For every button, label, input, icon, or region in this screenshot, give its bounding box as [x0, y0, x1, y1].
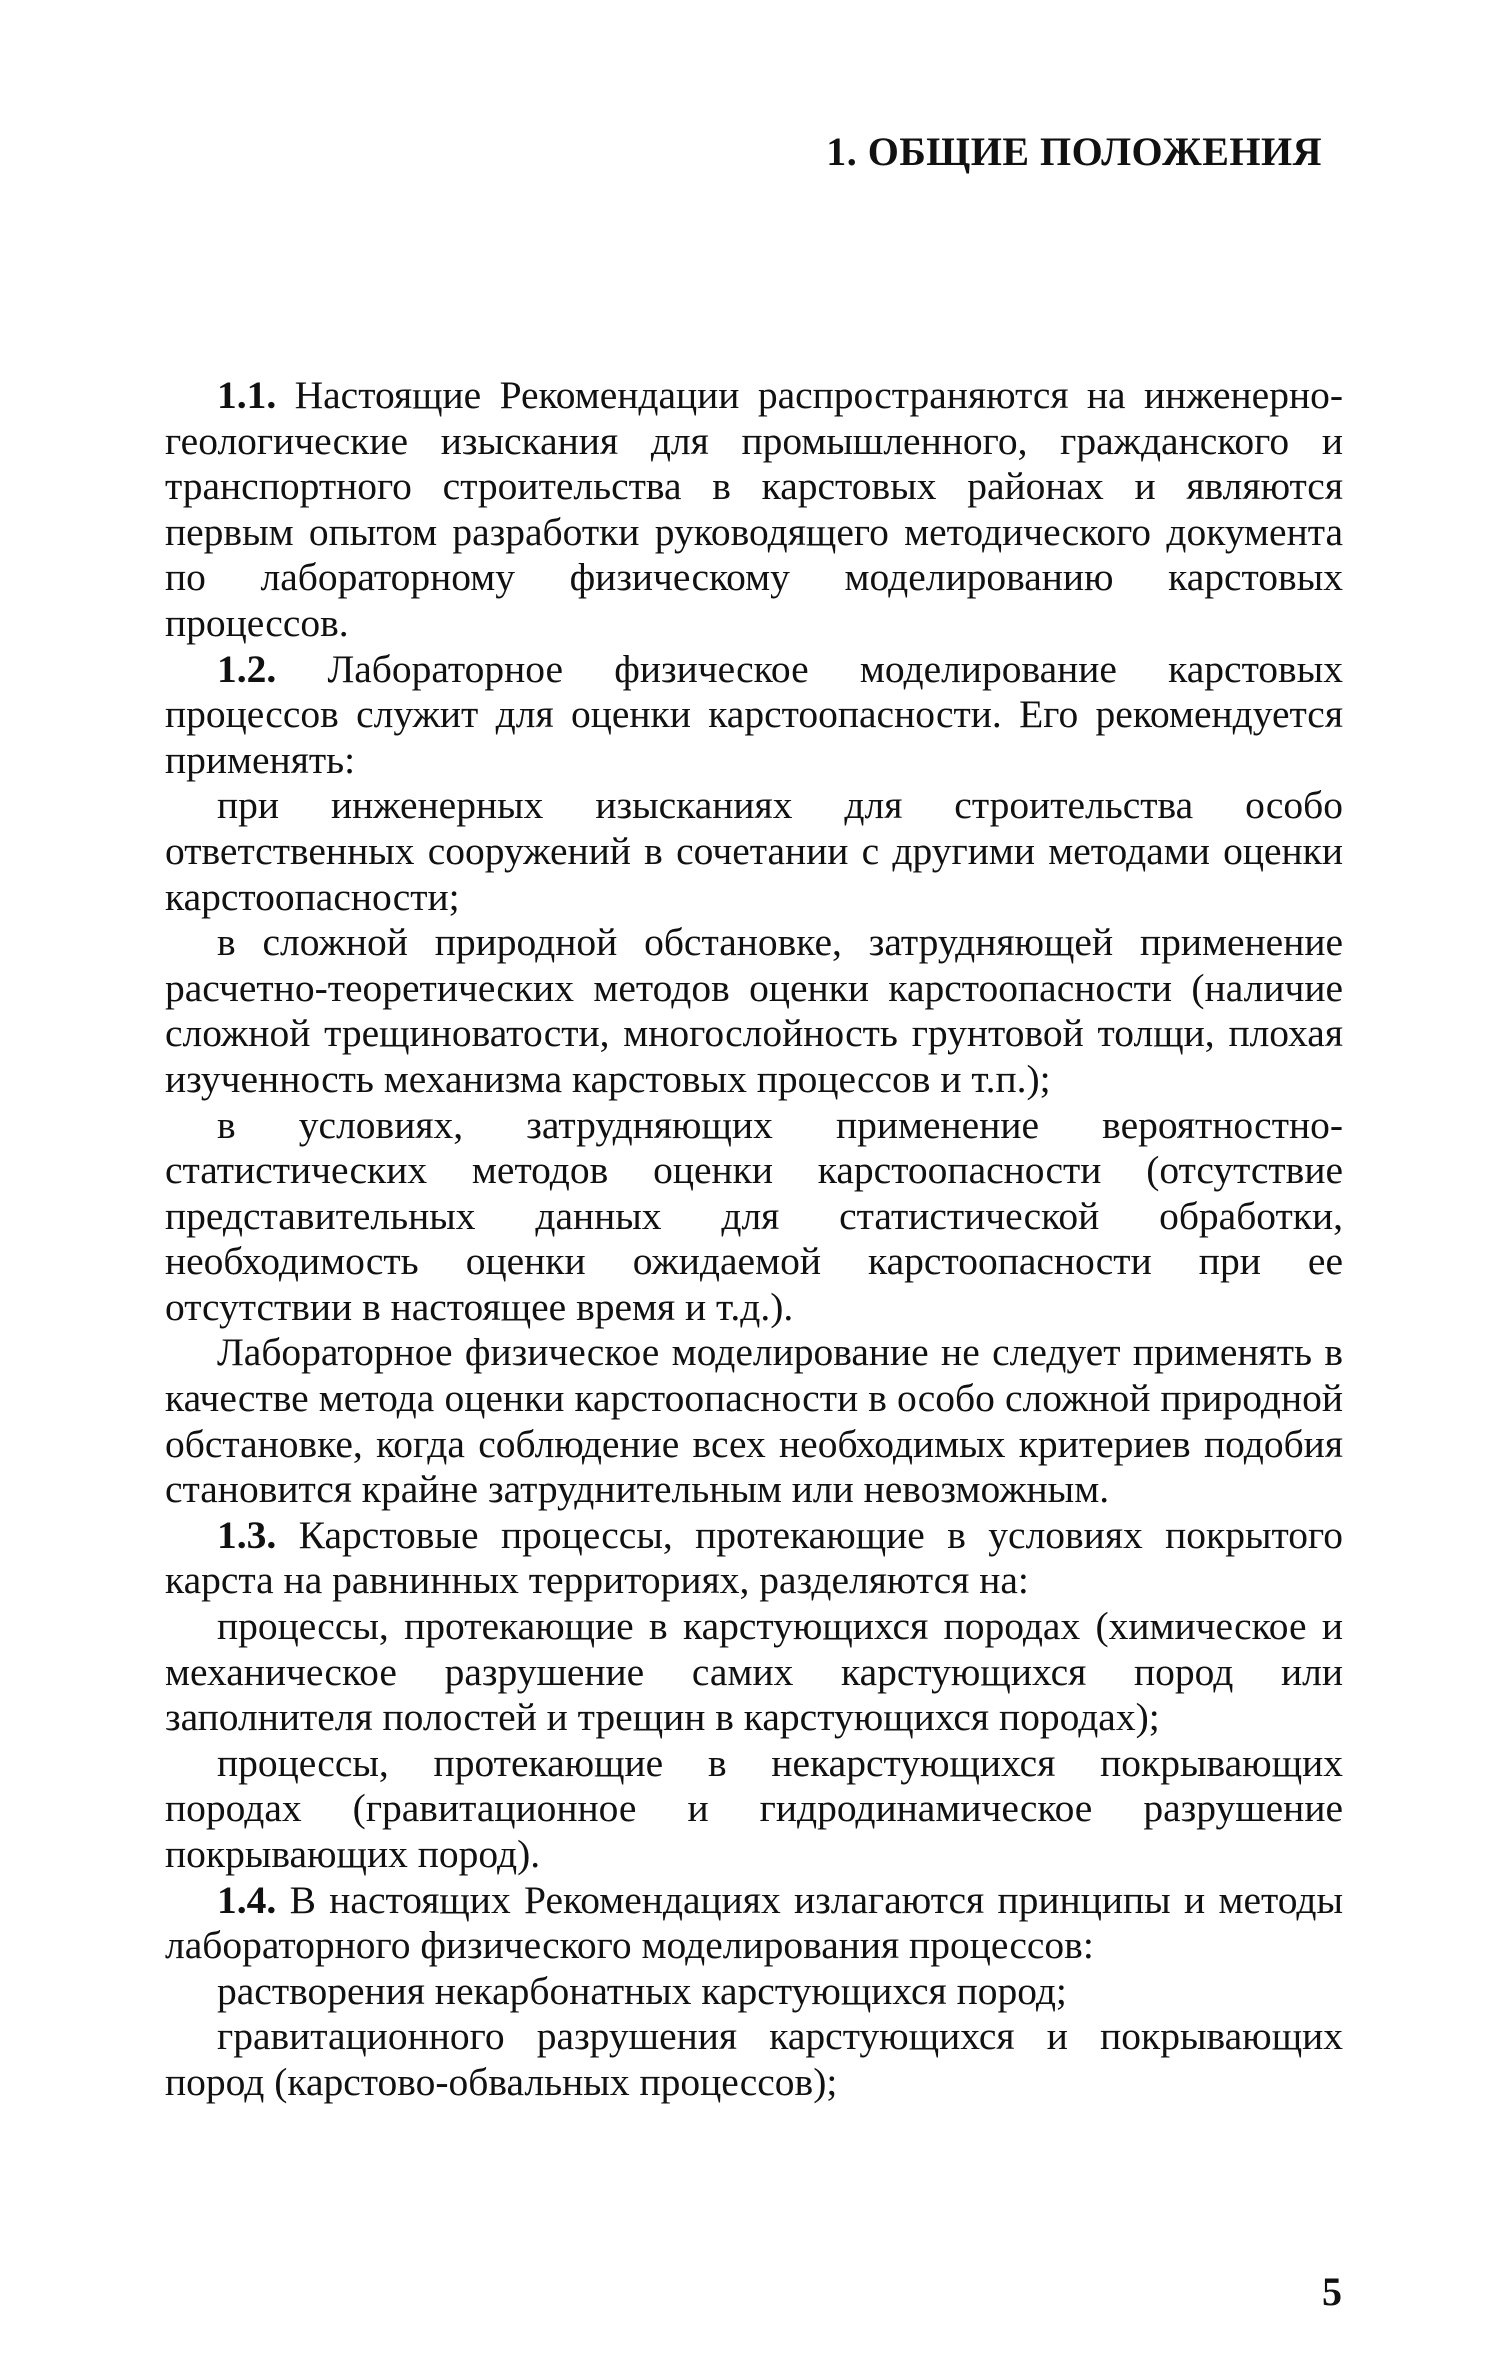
paragraph-text: растворения некарбонатных карстующихся пород; — [217, 1968, 1067, 2013]
list-item — [165, 1969, 1343, 2015]
paragraph-1-3 — [165, 1513, 1343, 1604]
list-item — [165, 1103, 1343, 1331]
paragraph-text: в условиях, затрудняющих применение вероятностно-статистических методов оценки карстоопасности (отсутствие представительных данных для статистической обработки, необходимость оценки ожидаемой карстоопасности при ее отсутствии в настоящее время и т.д.). — [165, 1102, 1343, 1329]
paragraph-text: Лабораторное физическое моделирование карстовых процессов служит для оценки карстоопасности. Его рекомендуется применять: — [165, 646, 1343, 782]
paragraph-text: гравитационного разрушения карстующихся и покрывающих пород (карстово-обвальных процессов); — [165, 2014, 1343, 2104]
paragraph-text: Карстовые процессы, протекающие в условиях покрытого карста на равнинных территориях, разделяются на: — [165, 1512, 1343, 1603]
list-item — [165, 783, 1343, 920]
page-number: 5 — [1322, 2269, 1342, 2314]
paragraph-number: 1.3. — [217, 1512, 277, 1557]
paragraph-text-block — [165, 1330, 1343, 1512]
section-heading: 1. ОБЩИЕ ПОЛОЖЕНИЯ — [826, 129, 1322, 174]
paragraph-1-1 — [165, 373, 1343, 647]
paragraph-1-2 — [165, 647, 1343, 784]
paragraph-text: В настоящих Рекомендациях излагаются принципы и методы лабораторного физического моделирования процессов: — [165, 1877, 1343, 1968]
body-text — [165, 373, 1343, 2106]
paragraph-text: Настоящие Рекомендации распространяются на инженерно-геологические изыскания для промышленного, гражданского и транспортного строительства в карстовых районах и являются первым опытом разработки руководящего методического документа по лабораторному физическому моделированию карстовых процессов. — [165, 373, 1343, 645]
paragraph-number: 1.2. — [217, 646, 277, 691]
paragraph-text: при инженерных изысканиях для строительства особо ответственных сооружений в сочетании с другими методами оценки карстоопасности; — [165, 783, 1343, 919]
list-item — [165, 1604, 1343, 1741]
paragraph-number: 1.1. — [217, 373, 277, 417]
paragraph-text: в сложной природной обстановке, затрудняющей применение расчетно-теоретических методов оценки карстоопасности (наличие сложной трещиноватости, многослойность грунтовой толщи, плохая изученность механизма карстовых процессов и т.п.); — [165, 920, 1343, 1101]
list-item — [165, 1741, 1343, 1878]
paragraph-1-4 — [165, 1878, 1343, 1969]
paragraph-text: процессы, протекающие в карстующихся породах (химическое и механическое разрушение самих карстующихся пород или заполнителя полостей и трещин в карстующихся породах); — [165, 1604, 1343, 1740]
paragraph-number: 1.4. — [217, 1877, 277, 1922]
paragraph-text: Лабораторное физическое моделирование не следует применять в качестве метода оценки карстоопасности в особо сложной природной обстановке, когда соблюдение всех необходимых критериев подобия становится крайне затруднительным или невозможным. — [165, 1330, 1343, 1512]
list-item — [165, 2014, 1343, 2105]
paragraph-text: процессы, протекающие в некарстующихся покрывающих породах (гравитационное и гидродинамическое разрушение покрывающих пород). — [165, 1740, 1343, 1876]
list-item — [165, 920, 1343, 1102]
